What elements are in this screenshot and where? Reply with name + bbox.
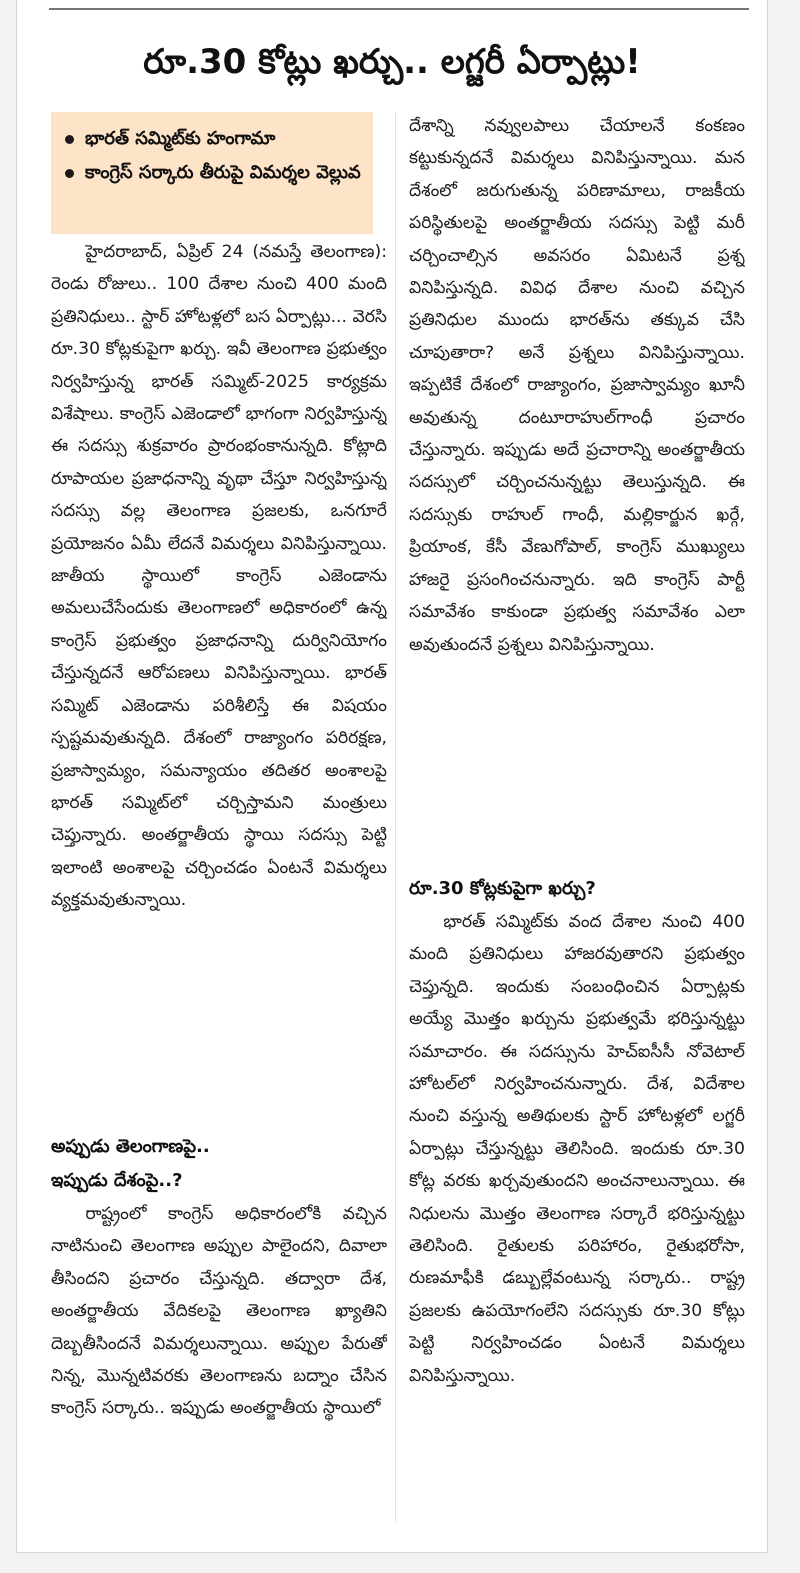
section-subhead: అప్పుడు తెలంగాణపై.. xyxy=(51,1136,210,1157)
left-column-bottom xyxy=(51,1130,387,1530)
left-column-top xyxy=(51,236,387,1121)
newspaper-clipping xyxy=(16,0,768,1553)
section-subhead: రూ.30 కోట్లకుపైగా ఖర్చు? xyxy=(409,878,596,899)
headline: రూ.30 కోట్లు ఖర్చు.. లగ్జరీ ఏర్పాట్లు! xyxy=(143,42,641,82)
right-column-top xyxy=(409,110,745,810)
highlight-item xyxy=(63,122,363,156)
highlight-text: కాంగ్రెస్ సర్కారు తీరుపై విమర్శల వెల్లువ xyxy=(85,162,361,183)
article-paragraph: రాష్ట్రంలో కాంగ్రెస్ అధికారంలోకి వచ్చిన నాటినుంచి తెలంగాణ అప్పుల పాలైందని, దివాలా తీసిందని ప్రచారం చేస్తున్నది. తద్వారా దేశ, అంతర్జాతీయ వేదికలపై తెలంగాణ ఖ్యాతిని దెబ్బతీసిందనే విమర్శలున్నాయి. అప్పుల పేరుతో నిన్న, మొన్నటివరకు తెలంగాణను బద్నాం చేసిన కాంగ్రెస్ సర్కారు.. ఇప్పుడు అంతర్జాతీయ స్థాయిలో xyxy=(51,1204,387,1419)
top-rule xyxy=(49,8,749,10)
article-paragraph: హైదరాబాద్, ఏప్రిల్ 24 (నమస్తే తెలంగాణ): రెండు రోజులు.. 100 దేశాల నుంచి 400 మంది ప్రతినిధులు.. స్టార్ హోటళ్లలో బస ఏర్పాట్లు... వెరసి రూ.30 కోట్లకుపైగా ఖర్చు. ఇవీ తెలంగాణ ప్రభుత్వం నిర్వహిస్తున్న భారత్ సమ్మిట్-2025 కార్యక్రమ విశేషాలు. కాంగ్రెస్ ఎజెండాలో భాగంగా నిర్వహిస్తున్న ఈ సదస్సు శుక్రవారం ప్రారంభంకానున్నది. కోట్లాది రూపాయల ప్రజాధనాన్ని వృథా చేస్తూ నిర్వహిస్తున్న సదస్సు వల్ల తెలంగాణ ప్రజలకు, ఒనగూరే ప్రయోజనం ఏమీ లేదనే విమర్శలు వినిపిస్తున్నాయి. జాతీయ స్థాయిలో కాంగ్రెస్ ఎజెండాను అమలుచేసేందుకు తెలంగాణలో అధికారంలో ఉన్న కాంగ్రెస్ ప్రభుత్వం ప్రజాధనాన్ని దుర్వినియోగం చేస్తున్నదనే ఆరోపణలు వినిపిస్తున్నాయి. భారత్ సమ్మిట్ ఎజెండాను పరిశీలిస్తే ఈ విషయం స్పష్టమవుతున్నది. దేశంలో రాజ్యాంగం పరిరక్షణ, ప్రజాస్వామ్యం, సమన్యాయం తదితర అంశాలపై భారత్ సమ్మిట్‌లో చర్చిస్తామని మంత్రులు చెప్తున్నారు. అంతర్జాతీయ స్థాయి సదస్సు పెట్టి ఇలాంటి అంశాలపై చర్చించడం ఏంటనే విమర్శలు వ్యక్తమవుతున్నాయి. xyxy=(51,242,387,911)
article-paragraph: భారత్ సమ్మిట్‌కు వంద దేశాల నుంచి 400 మంది ప్రతినిధులు హాజరవుతారని ప్రభుత్వం చెప్తున్నది. ఇందుకు సంబంధించిన ఏర్పాట్లకు అయ్యే మొత్తం ఖర్చును ప్రభుత్వమే భరిస్తున్నట్టు సమాచారం. ఈ సదస్సును హెచ్‌ఐసీసీ నోవెటాల్ హోటల్‌లో నిర్వహించనున్నారు. దేశ, విదేశాల నుంచి వస్తున్న అతిథులకు స్టార్ హోటళ్లలో లగ్జరీ ఏర్పాట్లు చేస్తున్నట్టు తెలిసింది. ఇందుకు రూ.30 కోట్ల వరకు ఖర్చవుతుందని అంచనాలున్నాయి. ఈ నిధులను మొత్తం తెలంగాణ సర్కారే భరిస్తున్నట్టు తెలిసింది. రైతులకు పరిహారం, రైతుభరోసా, రుణమాఫీకి డబ్బుల్లేవంటున్న సర్కారు.. రాష్ట్ర ప్రజలకు ఉపయోగంలేని సదస్సుకు రూ.30 కోట్లు పెట్టి నిర్వహించడం ఏంటనే విమర్శలు వినిపిస్తున్నాయి. xyxy=(409,912,745,1386)
bullet-dot-icon xyxy=(65,169,74,178)
highlight-item xyxy=(63,156,363,190)
right-column-bottom xyxy=(409,872,745,1532)
column-divider xyxy=(395,112,396,1522)
highlight-text: భారత్ సమ్మిట్‌కు హంగామా xyxy=(85,128,276,149)
article-paragraph: దేశాన్ని నవ్వులపాలు చేయాలనే కంకణం కట్టుకున్నదనే విమర్శలు వినిపిస్తున్నాయి. మన దేశంలో జరుగుతున్న పరిణామాలు, రాజకీయ పరిస్థితులపై అంతర్జాతీయ సదస్సు పెట్టి మరీ చర్చించాల్సిన అవసరం ఏమిటనే ప్రశ్న వినిపిస్తున్నది. వివిధ దేశాల నుంచి వచ్చిన ప్రతినిధుల ముందు భారత్‌ను తక్కువ చేసి చూపుతారా? అనే ప్రశ్నలు వినిపిస్తున్నాయి. ఇప్పటికే దేశంలో రాజ్యాంగం, ప్రజాస్వామ్యం ఖూనీ అవుతున్న దంటూరాహుల్‌గాంధీ ప్రచారం చేస్తున్నారు. ఇప్పుడు అదే ప్రచారాన్ని అంతర్జాతీయ సదస్సులో చర్చించనున్నట్టు తెలుస్తున్నది. ఈ సదస్సుకు రాహుల్ గాంధీ, మల్లికార్జున ఖర్గే, ప్రియాంక, కేసీ వేణుగోపాల్, కాంగ్రెస్ ముఖ్యులు హాజరై ప్రసంగించనున్నారు. ఇది కాంగ్రెస్ పార్టీ సమావేశం కాకుండా ప్రభుత్వ సమావేశం ఎలా అవుతుందనే ప్రశ్నలు వినిపిస్తున్నాయి. xyxy=(409,116,745,655)
highlights-box xyxy=(51,112,373,234)
section-subhead: ఇప్పుడు దేశంపై..? xyxy=(51,1170,183,1191)
highlights-list xyxy=(63,122,363,190)
bullet-dot-icon xyxy=(65,135,74,144)
